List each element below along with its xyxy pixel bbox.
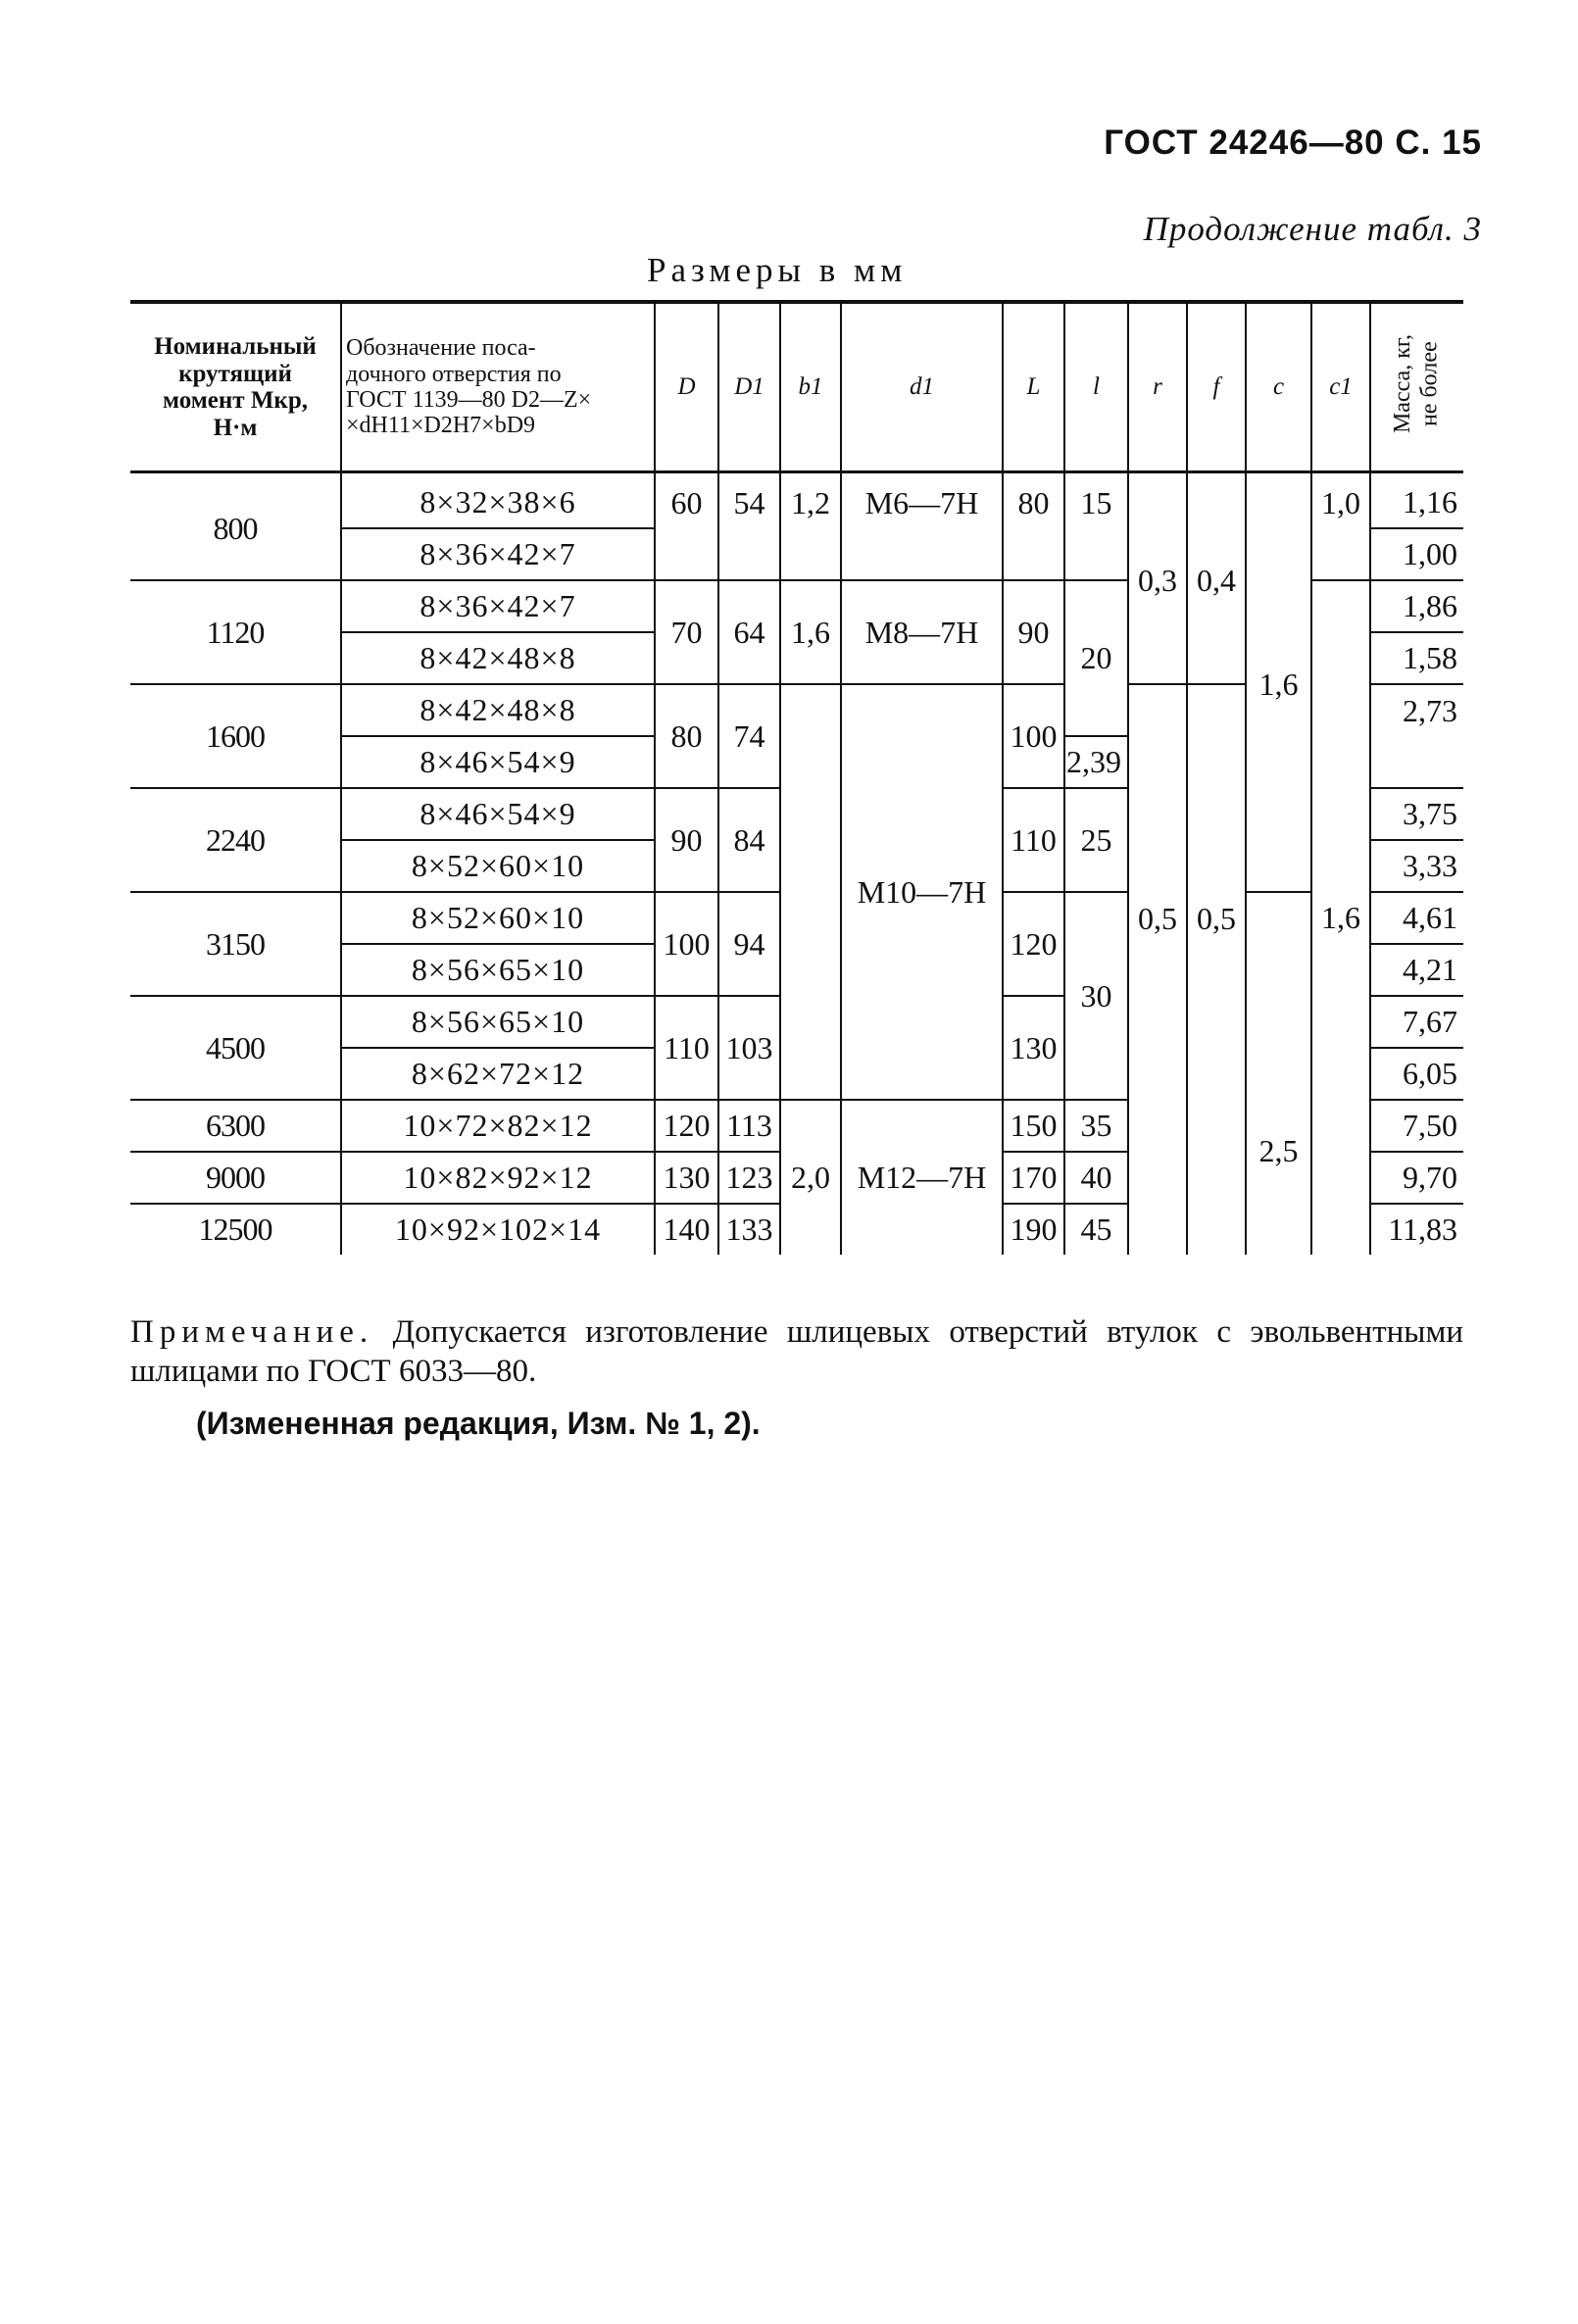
c1-cell: 1,0 bbox=[1311, 472, 1370, 529]
L-cell: 90 bbox=[1003, 580, 1064, 684]
mass-cell: 2,39 bbox=[1064, 736, 1128, 788]
L-cell: 100 bbox=[1003, 684, 1064, 788]
header-c: c bbox=[1246, 302, 1311, 472]
L-cell: 130 bbox=[1003, 996, 1064, 1100]
header-torque-line: Н·м bbox=[213, 414, 258, 441]
f-cell: 0,5 bbox=[1187, 684, 1246, 1152]
D-cell: 80 bbox=[655, 684, 718, 788]
header-torque-line: Номинальный bbox=[154, 333, 317, 360]
mass-cell: 7,50 bbox=[1370, 1100, 1463, 1152]
D1-cell: 84 bbox=[718, 788, 780, 892]
l-cell: 40 bbox=[1064, 1152, 1128, 1204]
table-header-row bbox=[130, 302, 1463, 472]
D1-cell: 54 bbox=[718, 472, 780, 529]
D1-cell: 103 bbox=[718, 996, 780, 1100]
header-torque-line: момент Мкр, bbox=[163, 387, 308, 414]
mass-cell: 4,61 bbox=[1370, 892, 1463, 944]
L-cell: 170 bbox=[1003, 1152, 1064, 1204]
designation-cell: 8×62×72×12 bbox=[341, 1048, 655, 1100]
D-cell: 60 bbox=[655, 472, 718, 529]
c1-cell: 1,6 bbox=[1311, 580, 1370, 1255]
header-D1: D1 bbox=[718, 302, 780, 472]
header-f: f bbox=[1187, 302, 1246, 472]
D-cell: 140 bbox=[655, 1204, 718, 1255]
header-mass bbox=[1370, 302, 1463, 472]
mass-cell: 7,67 bbox=[1370, 996, 1463, 1048]
torque-cell: 9000 bbox=[130, 1152, 341, 1204]
f-cell: 0,4 bbox=[1187, 472, 1246, 685]
designation-cell: 8×42×48×8 bbox=[341, 684, 655, 736]
table-row bbox=[130, 472, 1463, 529]
D1-cell: 94 bbox=[718, 892, 780, 996]
designation-cell: 8×42×48×8 bbox=[341, 632, 655, 684]
header-D: D bbox=[655, 302, 718, 472]
torque-cell: 800 bbox=[130, 472, 341, 581]
units-caption: Размеры в мм bbox=[647, 251, 908, 289]
header-mass-line: Масса, кг, bbox=[1390, 334, 1416, 434]
L-cell: 80 bbox=[1003, 472, 1064, 529]
r-cell: 0,5 bbox=[1128, 684, 1187, 1152]
mass-cell: 2,73 bbox=[1370, 684, 1463, 736]
designation-cell: 8×52×60×10 bbox=[341, 840, 655, 892]
D-cell: 110 bbox=[655, 996, 718, 1100]
mass-cell: 6,05 bbox=[1370, 1048, 1463, 1100]
c1-cell-empty bbox=[1311, 528, 1370, 580]
torque-cell: 1600 bbox=[130, 684, 341, 788]
l-cell: 45 bbox=[1064, 1204, 1128, 1255]
mass-cell: 3,75 bbox=[1370, 788, 1463, 840]
header-designation-line: ×dH11×D2H7×bD9 bbox=[346, 413, 536, 439]
designation-cell: 10×92×102×14 bbox=[341, 1204, 655, 1255]
b1-cell: 2,0 bbox=[780, 1100, 841, 1255]
note-label: Примечание. bbox=[130, 1314, 374, 1350]
D1-cell: 133 bbox=[718, 1204, 780, 1255]
mass-cell: 4,21 bbox=[1370, 944, 1463, 996]
header-designation bbox=[341, 302, 655, 472]
r-cell-empty bbox=[1128, 1152, 1187, 1255]
mass-cell: 1,58 bbox=[1370, 632, 1463, 684]
table-note bbox=[130, 1313, 1463, 1391]
header-l: l bbox=[1064, 302, 1128, 472]
header-torque bbox=[130, 302, 341, 472]
L-cell: 190 bbox=[1003, 1204, 1064, 1255]
b1-cell: 1,2 bbox=[780, 472, 841, 529]
D1-cell: 64 bbox=[718, 580, 780, 684]
torque-cell: 12500 bbox=[130, 1204, 341, 1255]
d1-cell: М6—7Н bbox=[841, 472, 1003, 529]
dimensions-table bbox=[130, 300, 1463, 1255]
D-cell: 90 bbox=[655, 788, 718, 892]
header-mass-text bbox=[1390, 334, 1444, 433]
D1-cell: 74 bbox=[718, 684, 780, 788]
l-cell: 25 bbox=[1064, 788, 1128, 892]
d1-cell: М10—7Н bbox=[841, 684, 1003, 1100]
torque-cell: 2240 bbox=[130, 788, 341, 892]
D-cell-empty bbox=[655, 528, 718, 580]
D1-cell: 123 bbox=[718, 1152, 780, 1204]
mass-cell: 1,16 bbox=[1370, 472, 1463, 529]
d1-cell-empty bbox=[841, 528, 1003, 580]
D1-cell-empty bbox=[718, 528, 780, 580]
D-cell: 70 bbox=[655, 580, 718, 684]
f-cell-empty bbox=[1187, 1152, 1246, 1255]
torque-cell: 3150 bbox=[130, 892, 341, 996]
table-continuation-label: Продолжение табл. 3 bbox=[1143, 210, 1482, 248]
r-cell: 0,3 bbox=[1128, 472, 1187, 685]
designation-cell: 10×72×82×12 bbox=[341, 1100, 655, 1152]
b1-cell-empty bbox=[780, 684, 841, 1100]
mass-cell: 3,33 bbox=[1370, 840, 1463, 892]
designation-cell: 8×36×42×7 bbox=[341, 528, 655, 580]
D-cell: 130 bbox=[655, 1152, 718, 1204]
d1-cell: М8—7Н bbox=[841, 580, 1003, 684]
designation-cell: 8×46×54×9 bbox=[341, 736, 655, 788]
L-cell: 110 bbox=[1003, 788, 1064, 892]
torque-cell: 6300 bbox=[130, 1100, 341, 1152]
mass-cell: 11,83 bbox=[1370, 1204, 1463, 1255]
torque-cell: 4500 bbox=[130, 996, 341, 1100]
D-cell: 100 bbox=[655, 892, 718, 996]
L-cell: 150 bbox=[1003, 1100, 1064, 1152]
d1-cell: М12—7Н bbox=[841, 1100, 1003, 1255]
page-header: ГОСТ 24246—80 С. 15 bbox=[1104, 124, 1482, 162]
designation-cell: 8×56×65×10 bbox=[341, 944, 655, 996]
header-torque-line: крутящий bbox=[178, 360, 292, 387]
header-designation-line: Обозначение поса- bbox=[346, 335, 536, 362]
L-cell: 120 bbox=[1003, 892, 1064, 996]
header-r: r bbox=[1128, 302, 1187, 472]
D-cell: 120 bbox=[655, 1100, 718, 1152]
header-d1: d1 bbox=[841, 302, 1003, 472]
l-cell: 35 bbox=[1064, 1100, 1128, 1152]
designation-cell: 8×52×60×10 bbox=[341, 892, 655, 944]
header-c1: c1 bbox=[1311, 302, 1370, 472]
designation-cell: 8×46×54×9 bbox=[341, 788, 655, 840]
designation-cell: 10×82×92×12 bbox=[341, 1152, 655, 1204]
c-cell-empty bbox=[1246, 892, 1311, 1048]
D1-cell: 113 bbox=[718, 1100, 780, 1152]
mass-cell: 1,00 bbox=[1370, 528, 1463, 580]
b1-cell-empty bbox=[780, 528, 841, 580]
c-cell: 2,5 bbox=[1246, 1048, 1311, 1255]
designation-cell: 8×36×42×7 bbox=[341, 580, 655, 632]
header-L: L bbox=[1003, 302, 1064, 472]
mass-cell: 9,70 bbox=[1370, 1152, 1463, 1204]
header-b1: b1 bbox=[780, 302, 841, 472]
header-mass-line: не более bbox=[1417, 341, 1443, 427]
header-designation-line: дочного отверстия по bbox=[346, 361, 562, 387]
torque-cell: 1120 bbox=[130, 580, 341, 684]
amendment-note: (Измененная редакция, Изм. № 1, 2). bbox=[196, 1406, 761, 1441]
l-cell: 15 bbox=[1064, 472, 1128, 529]
l-cell-empty bbox=[1064, 528, 1128, 580]
mass-cell: 1,86 bbox=[1370, 580, 1463, 632]
designation-cell: 8×56×65×10 bbox=[341, 996, 655, 1048]
l-cell: 20 bbox=[1064, 580, 1128, 736]
note-text: Допускается изготовление шлицевых отверстий втулок с эвольвентными шлицами по ГОСТ 6033—80. bbox=[130, 1314, 1464, 1389]
header-designation-line: ГОСТ 1139—80 D2—Z× bbox=[346, 387, 592, 413]
c-cell: 1,6 bbox=[1246, 472, 1311, 893]
b1-cell: 1,6 bbox=[780, 580, 841, 684]
l-cell: 30 bbox=[1064, 892, 1128, 1100]
L-cell-empty bbox=[1003, 528, 1064, 580]
designation-cell: 8×32×38×6 bbox=[341, 472, 655, 529]
